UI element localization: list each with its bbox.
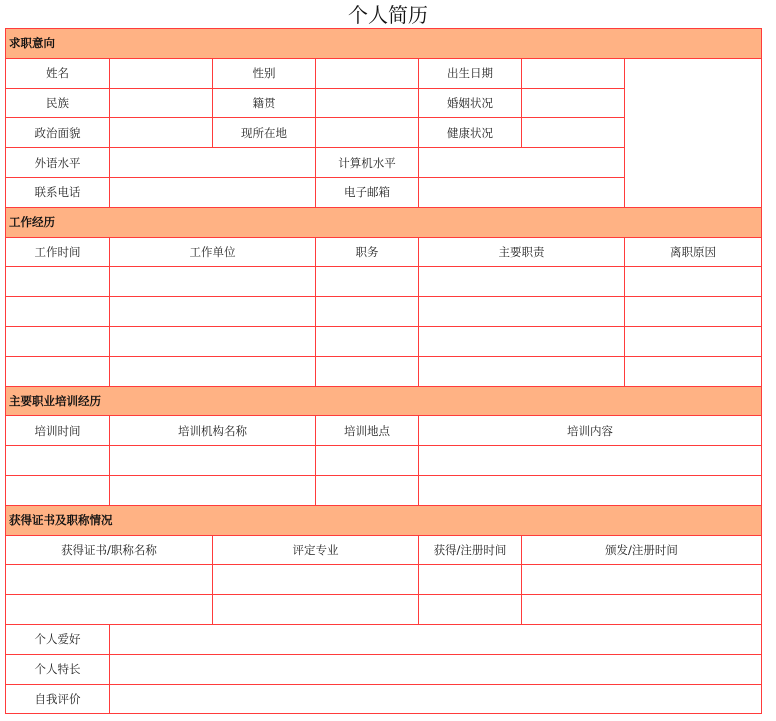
cell[interactable] <box>110 297 316 327</box>
field-residence[interactable] <box>316 118 419 148</box>
field-email[interactable] <box>419 177 625 207</box>
work-header: 离职原因 <box>625 237 762 267</box>
cell[interactable] <box>6 297 110 327</box>
cell[interactable] <box>316 267 419 297</box>
cell[interactable] <box>316 446 419 476</box>
cell[interactable] <box>213 565 419 595</box>
work-header: 工作单位 <box>110 237 316 267</box>
label-name: 姓名 <box>6 58 110 88</box>
cell[interactable] <box>6 326 110 356</box>
cell[interactable] <box>625 297 762 327</box>
cell[interactable] <box>6 356 110 386</box>
cell[interactable] <box>419 356 625 386</box>
label-ethnicity: 民族 <box>6 88 110 118</box>
cell[interactable] <box>6 565 213 595</box>
label-phone: 联系电话 <box>6 177 110 207</box>
cell[interactable] <box>110 267 316 297</box>
cert-header: 颁发/注册时间 <box>522 535 762 565</box>
cell[interactable] <box>316 475 419 505</box>
cell[interactable] <box>419 595 522 625</box>
training-row <box>6 446 762 476</box>
label-birth: 出生日期 <box>419 58 522 88</box>
label-language: 外语水平 <box>6 148 110 178</box>
field-strengths[interactable] <box>110 654 762 684</box>
label-strengths: 个人特长 <box>6 654 110 684</box>
training-header: 培训时间 <box>6 416 110 446</box>
cell[interactable] <box>522 595 762 625</box>
work-row <box>6 297 762 327</box>
cell[interactable] <box>522 565 762 595</box>
cell[interactable] <box>419 475 762 505</box>
label-political: 政治面貌 <box>6 118 110 148</box>
cell[interactable] <box>110 326 316 356</box>
cell[interactable] <box>316 356 419 386</box>
cell[interactable] <box>419 565 522 595</box>
cell[interactable] <box>625 326 762 356</box>
resume-table <box>5 28 762 714</box>
cell[interactable] <box>6 475 110 505</box>
cell[interactable] <box>316 297 419 327</box>
cell[interactable] <box>6 595 213 625</box>
cell[interactable] <box>316 326 419 356</box>
field-gender[interactable] <box>316 58 419 88</box>
work-row <box>6 326 762 356</box>
field-hobbies[interactable] <box>110 624 762 654</box>
cert-header: 评定专业 <box>213 535 419 565</box>
page-title: 个人简历 <box>348 3 428 27</box>
work-header: 主要职责 <box>419 237 625 267</box>
work-row <box>6 356 762 386</box>
section-training: 主要职业培训经历 <box>6 386 762 416</box>
cell[interactable] <box>625 356 762 386</box>
cell[interactable] <box>6 267 110 297</box>
cell[interactable] <box>110 446 316 476</box>
cell[interactable] <box>110 356 316 386</box>
training-header: 培训机构名称 <box>110 416 316 446</box>
cert-row <box>6 595 762 625</box>
field-phone[interactable] <box>110 177 316 207</box>
label-origin: 籍贯 <box>213 88 316 118</box>
training-header: 培训内容 <box>419 416 762 446</box>
work-header: 职务 <box>316 237 419 267</box>
cell[interactable] <box>213 595 419 625</box>
label-health: 健康状况 <box>419 118 522 148</box>
cell[interactable] <box>419 446 762 476</box>
cell[interactable] <box>110 475 316 505</box>
cell[interactable] <box>625 267 762 297</box>
field-self-eval[interactable] <box>110 684 762 714</box>
section-certs: 获得证书及职称情况 <box>6 505 762 535</box>
cert-header: 获得证书/职称名称 <box>6 535 213 565</box>
section-intent: 求职意向 <box>6 29 762 59</box>
label-hobbies: 个人爱好 <box>6 624 110 654</box>
label-computer: 计算机水平 <box>316 148 419 178</box>
cell[interactable] <box>6 446 110 476</box>
cert-header: 获得/注册时间 <box>419 535 522 565</box>
field-computer[interactable] <box>419 148 625 178</box>
cert-row <box>6 565 762 595</box>
label-marital: 婚姻状况 <box>419 88 522 118</box>
section-work: 工作经历 <box>6 207 762 237</box>
field-name[interactable] <box>110 58 213 88</box>
field-health[interactable] <box>522 118 625 148</box>
field-political[interactable] <box>110 118 213 148</box>
label-self-eval: 自我评价 <box>6 684 110 714</box>
field-marital[interactable] <box>522 88 625 118</box>
cell[interactable] <box>419 326 625 356</box>
cell[interactable] <box>419 267 625 297</box>
field-birth[interactable] <box>522 58 625 88</box>
training-row <box>6 475 762 505</box>
field-origin[interactable] <box>316 88 419 118</box>
label-gender: 性别 <box>213 58 316 88</box>
work-header: 工作时间 <box>6 237 110 267</box>
work-row <box>6 267 762 297</box>
photo-box[interactable] <box>625 58 762 207</box>
cell[interactable] <box>419 297 625 327</box>
training-header: 培训地点 <box>316 416 419 446</box>
label-email: 电子邮箱 <box>316 177 419 207</box>
label-residence: 现所在地 <box>213 118 316 148</box>
field-ethnicity[interactable] <box>110 88 213 118</box>
field-language[interactable] <box>110 148 316 178</box>
